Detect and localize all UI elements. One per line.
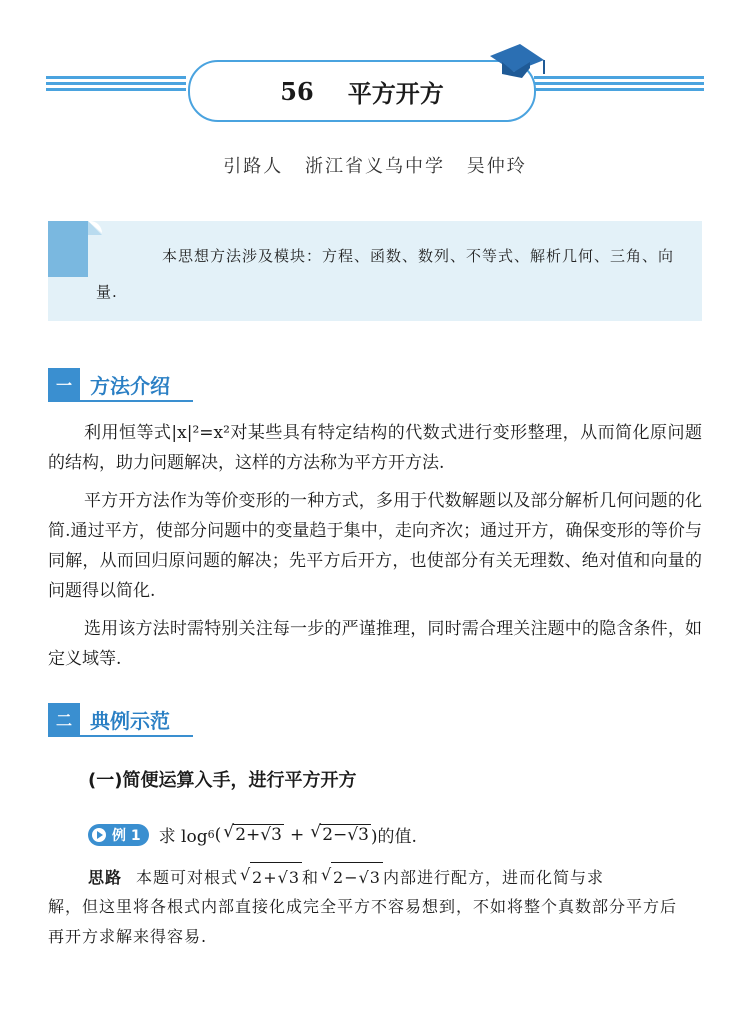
hint-text-2: 内部进行配方，进而化简与求 [382,868,604,887]
section-underline [48,735,193,737]
paragraph-1: 利用恒等式|x|²=x²对某些具有特定结构的代数式进行变形整理，从而简化原问题的结构，助力问题解决，这样的方法称为平方开方法. [48,423,702,473]
subheading: (一)简便运算入手，进行平方开方 [88,770,357,791]
example-prefix: 求 log [158,827,208,847]
play-icon [92,828,106,842]
section-heading-examples [48,703,170,735]
hint-radical-1: √ 2+√3 [250,862,302,893]
chapter-number: 56 [280,76,314,106]
chapter-title: 平方开方 [347,78,444,108]
page-title [188,60,536,122]
graduation-cap-icon [486,42,546,82]
section-heading-method [48,368,170,400]
hint-text: 本题可对根式 [136,868,239,887]
hint-line-1 [88,862,678,893]
title-stripes-left [46,76,186,96]
hint-label: 思路 [88,868,123,887]
overview-corner-icon [48,221,102,277]
log-base: 6 [207,828,215,841]
plus-sign: + [289,824,305,845]
paragraph-2: 平方开方法作为等价变形的一种方式，多用于代数解题以及部分解析几何问题的化简.通过平方，使部分问题中的变量趋于集中，走向齐次；通过开方，确保变形的等价与同解，从而回归原问题的解决；先平方后开方，也使部分有关无理数、绝对值和向量的问题得以简化. [48,491,702,601]
section-badge: 二 [48,703,80,735]
example-tag: 例 1 [88,824,149,846]
radical-1: √ 2+√3 [233,824,284,845]
byline: 引路人 浙江省义乌中学 吴仲玲 [223,156,527,177]
section-badge: 一 [48,368,80,400]
example-1 [88,822,417,847]
paragraph-3: 选用该方法时需特别关注每一步的严谨推理，同时需合理关注题中的隐含条件，如定义域等. [48,619,702,669]
title-stripes-right [534,76,704,96]
hint-continuation: 解，但这里将各根式内部直接化成完全平方不容易想到，不如将整个真数部分平方后再开方求解来得容易. [48,897,678,946]
radical-2: √ 2−√3 [320,824,371,845]
overview-text: 本思想方法涉及模块：方程、函数、数列、不等式、解析几何、三角、向量. [96,247,675,301]
hint-radical-2: √ 2−√3 [331,862,383,893]
open-paren: ( [214,824,222,845]
section-label: 典例示范 [90,708,170,733]
section-label: 方法介绍 [90,373,170,398]
example-suffix: )的值. [370,827,417,847]
section-underline [48,400,193,402]
hint-and: 和 [302,868,320,887]
